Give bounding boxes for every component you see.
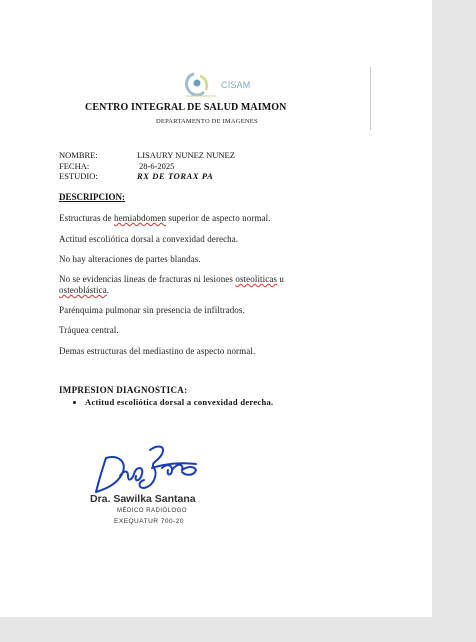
text-segment: .	[106, 285, 110, 295]
study-label: ESTUDIO:	[59, 171, 98, 181]
bullet-icon	[73, 401, 76, 404]
spellcheck-word: osteoblástica	[59, 285, 107, 295]
date-value: 28-6-2025	[139, 161, 175, 171]
description-title: DESCRIPCION:	[59, 192, 126, 202]
date-label: FECHA:	[59, 161, 90, 171]
text-segment: superior de aspecto normal.	[166, 213, 271, 223]
spellcheck-word: osteoliticas	[235, 274, 278, 284]
impression-item: Actitud escoliótica dorsal a convexidad derecha.	[85, 397, 274, 407]
signer-role: MÉDICO RADIÓLOGO	[117, 508, 188, 514]
name-value: LISAURY NUNEZ NUNEZ	[137, 150, 235, 160]
study-value: RX DE TORAX PA	[137, 171, 214, 181]
logo-text: CISAM	[221, 80, 251, 90]
institution-title: CENTRO INTEGRAL DE SALUD MAIMON	[85, 102, 287, 113]
description-line-6: Tráquea central.	[59, 325, 119, 335]
description-line-7: Demas estructuras del mediastino de aspecto normal.	[59, 346, 256, 356]
department-subtitle: DEPARTAMENTO DE IMAGENES	[156, 118, 258, 125]
spellcheck-word: hemiabdomen	[113, 213, 167, 223]
description-line-4b	[59, 285, 109, 295]
description-line-1	[59, 213, 271, 223]
description-line-2: Actitud escoliótica dorsal a convexidad derecha.	[59, 234, 239, 244]
description-line-4	[59, 274, 284, 284]
text-segment: u	[277, 274, 284, 284]
handwritten-signature	[92, 440, 202, 498]
signer-name: Dra. Sawilka Santana	[90, 493, 196, 505]
description-line-3: No hay alteraciones de partes blandas.	[59, 254, 201, 264]
description-line-5: Parénquima pulmonar sin presencia de infiltrados.	[59, 305, 245, 315]
text-segment: No se evidencias lineas de fracturas ni lesiones	[59, 274, 236, 284]
name-label: NOMBRE:	[59, 150, 98, 160]
impression-title: IMPRESION DIAGNOSTICA:	[59, 385, 188, 395]
text-segment: Estructuras de	[59, 213, 114, 223]
signer-exequatur: EXEQUATUR 700-20	[114, 518, 185, 525]
margin-guide	[370, 67, 371, 130]
window-margin	[432, 0, 476, 642]
